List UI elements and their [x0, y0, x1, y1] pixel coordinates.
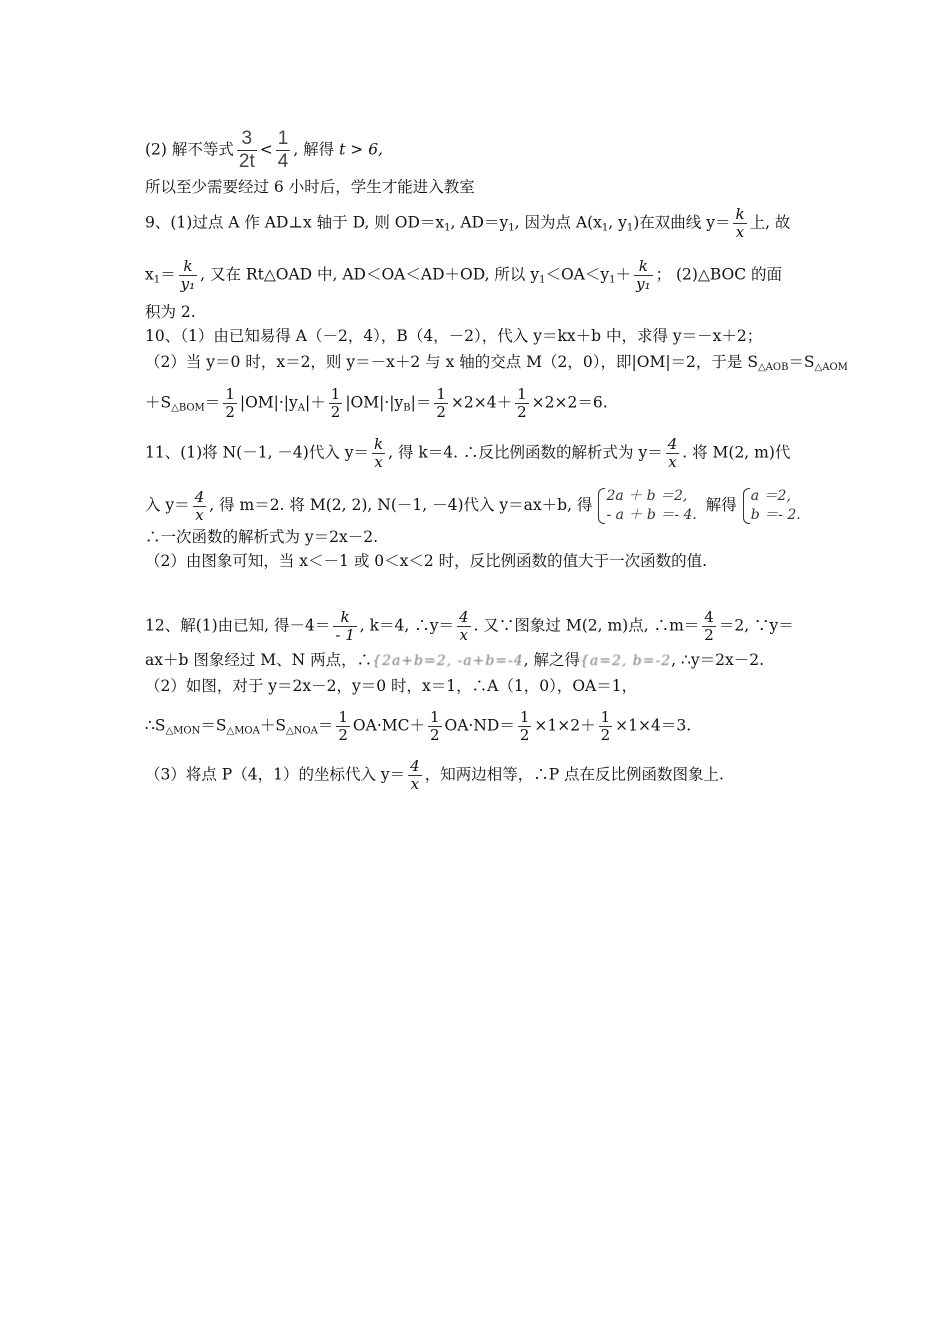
text: 11、(1)将 N(－1, －4)代入 y＝	[145, 443, 370, 462]
denominator: 2	[436, 403, 446, 421]
subscript: △MOA	[226, 725, 260, 737]
equation: a ＝2,	[750, 488, 791, 504]
text: ＝	[317, 716, 334, 735]
text: ＋	[615, 265, 632, 284]
item-9-line-3: 积为 2.	[145, 303, 196, 321]
text: ＝S	[200, 716, 227, 735]
numerator: 1	[338, 708, 348, 726]
denominator: x	[195, 505, 204, 524]
text: , 解之得	[523, 651, 581, 669]
denominator: 2	[519, 726, 530, 744]
numerator: 1	[429, 708, 440, 726]
subscript: △MON	[165, 725, 201, 737]
subscript: 1	[153, 274, 161, 286]
text: ＝	[160, 265, 176, 284]
subscript: 1	[609, 274, 616, 286]
item-9-line-2	[145, 258, 825, 293]
item-12-line-3: （2）如图，对于 y＝2x－2，y＝0 时，x＝1，∴A（1，0），OA＝1，	[145, 677, 638, 695]
subscript: 1	[539, 274, 546, 286]
text: , 得 m＝2. 将 M(2, 2), N(－1, －4)代入 y＝ax＋b, 得	[209, 496, 593, 514]
text: , 又在 Rt△OAD 中, AD＜OA＜AD＋OD, 所以 y	[200, 265, 540, 284]
item-10-line-1: 10、（1）由已知易得 A（－2，4），B（4，－2），代入 y＝kx＋b 中，求得 y＝－x＋2；	[145, 327, 763, 345]
numerator: k	[735, 205, 745, 223]
subscript: 1	[444, 222, 451, 234]
text: 入 y＝	[145, 496, 190, 514]
solution-system	[741, 487, 801, 525]
numerator: 1	[436, 385, 446, 403]
fraction-1-over-4	[276, 128, 291, 173]
text: ＝S	[788, 353, 815, 371]
text: （3）将点 P（4，1）的坐标代入 y＝	[145, 765, 406, 784]
fraction-k-over-neg1	[333, 609, 356, 644]
text: t > 6,	[339, 140, 383, 159]
text: )在双曲线 y＝	[633, 213, 731, 232]
text: ＝	[204, 393, 221, 412]
text: ； (2)△BOC 的面	[655, 265, 783, 284]
text: . 又∵图象过 M(2, m)点, ∴m＝	[473, 616, 700, 635]
item-9-line-1	[145, 206, 825, 241]
text: ×1×2＋	[534, 716, 596, 735]
numerator: 1	[517, 385, 527, 403]
fraction-one-half	[428, 709, 442, 744]
text: . 将 M(2, m)代	[682, 443, 791, 462]
text: |OM|·|y	[345, 393, 404, 412]
text: |＝	[410, 393, 432, 412]
fraction-k-over-y1	[179, 258, 198, 293]
text: , AD＝y	[450, 213, 509, 232]
equation-system	[596, 487, 696, 525]
fraction-k-over-x	[733, 206, 746, 241]
denominator: 2	[225, 403, 235, 421]
numerator: 4	[194, 487, 205, 506]
text: ＜OA＜y	[545, 265, 610, 284]
fraction-k-over-y1	[634, 258, 653, 293]
numerator: k	[374, 435, 384, 453]
numerator: k	[179, 258, 198, 276]
text: 12、解(1)由已知, 得－4＝	[145, 616, 331, 635]
item-12-line-2	[145, 650, 825, 671]
item-11-line-3: ∴一次函数的解析式为 y＝2x－2.	[145, 528, 379, 546]
fraction-one-half	[599, 709, 613, 744]
fraction-k-over-x	[372, 436, 385, 471]
item-12-line-1	[145, 609, 825, 644]
subscript: A	[297, 402, 306, 414]
text: x	[145, 265, 154, 284]
denominator: x	[668, 453, 677, 471]
item-12-line-4	[145, 709, 825, 744]
text: ax＋b 图象经过 M、N 两点，∴	[145, 651, 373, 669]
item-8-line-1	[145, 128, 825, 173]
denominator: x	[374, 453, 383, 471]
subscript: △BOM	[171, 402, 205, 414]
fraction-3-over-2t	[237, 128, 257, 173]
text: , 解得	[293, 140, 335, 159]
numerator: 1	[277, 128, 289, 149]
denominator: y₁	[180, 275, 196, 293]
numerator: 1	[330, 385, 341, 403]
text: 解得	[700, 496, 737, 514]
text: （2）当 y＝0 时，x＝2，则 y＝－x＋2 与 x 轴的交点 M（2，0），即|OM|＝2，于是 S	[145, 353, 758, 371]
numerator: 4	[459, 608, 469, 626]
text: ×1×4＝3.	[615, 716, 692, 735]
text: ＋S	[145, 393, 172, 412]
denominator: 4	[277, 151, 289, 172]
item-11-line-2	[145, 487, 825, 525]
text: 上, 故	[749, 213, 791, 232]
numerator: k	[333, 609, 356, 627]
numerator: 1	[600, 708, 611, 726]
numerator: k	[634, 258, 653, 276]
denominator: 2	[600, 726, 611, 744]
subscript: △NOA	[285, 725, 318, 737]
item-11-line-1	[145, 436, 825, 471]
fraction-4-over-x	[666, 436, 680, 471]
denominator: 2	[330, 403, 341, 421]
text: ＋S	[259, 716, 286, 735]
fraction-one-half	[515, 386, 529, 421]
denominator: x	[410, 775, 420, 793]
text: , y	[608, 213, 627, 232]
fraction-one-half	[223, 386, 237, 421]
equation: b ＝- 2.	[750, 507, 801, 523]
item-10-line-3	[145, 386, 825, 421]
denominator: y₁	[636, 275, 651, 293]
item-10-line-2	[145, 352, 848, 378]
fraction-4-over-x	[457, 609, 471, 644]
blurred-solution-system: {a=2, b=-2	[580, 653, 672, 669]
text: OA·ND＝	[444, 716, 515, 735]
equation: - a ＋ b ＝- 4.	[606, 507, 697, 523]
denominator: - 1	[335, 626, 355, 644]
denominator: 2t	[238, 151, 255, 172]
fraction-4-over-x	[193, 489, 207, 524]
numerator: 1	[225, 385, 235, 403]
numerator: 3	[237, 128, 257, 151]
subscript: △AOB	[757, 362, 789, 373]
text: <	[259, 140, 273, 159]
text: ×2×2＝6.	[531, 393, 608, 412]
item-11-line-4: （2）由图象可知，当 x＜－1 或 0＜x＜2 时，反比例函数的值大于一次函数的值.	[145, 552, 708, 570]
subscript: 1	[508, 222, 515, 234]
equation: 2a ＋ b ＝2,	[606, 488, 688, 504]
fraction-4-over-2	[702, 609, 716, 644]
numerator: 4	[410, 757, 420, 775]
numerator: 4	[667, 435, 678, 453]
fraction-one-half	[518, 709, 532, 744]
denominator: 2	[338, 726, 348, 744]
subscript: △AOM	[814, 362, 848, 373]
text: , 得 k＝4. ∴反比例函数的解析式为 y＝	[388, 443, 663, 462]
text: , k＝4, ∴y＝	[359, 616, 455, 635]
text: ×2×4＋	[450, 393, 513, 412]
text: OA·MC＋	[352, 716, 425, 735]
fraction-one-half	[329, 386, 343, 421]
text: ，知两边相等，∴P 点在反比例函数图象上.	[424, 765, 724, 784]
text: , 因为点 A(x	[514, 213, 602, 232]
text: 9、(1)过点 A 作 AD⊥x 轴于 D, 则 OD＝x	[145, 213, 445, 232]
text: |OM|·|y	[239, 393, 298, 412]
numerator: 4	[704, 608, 714, 626]
text: ∴S	[145, 716, 166, 735]
subscript: 1	[601, 222, 609, 234]
fraction-4-over-x	[408, 758, 422, 793]
text: (2) 解不等式	[145, 140, 234, 159]
text: ＝2, ∵y＝	[718, 616, 794, 635]
fraction-one-half	[434, 386, 448, 421]
denominator: x	[459, 626, 469, 644]
denominator: 2	[517, 403, 527, 421]
text: , ∴y＝2x－2.	[671, 651, 765, 669]
numerator: 1	[519, 708, 530, 726]
subscript: B	[403, 402, 411, 414]
blurred-equation-system: {2a+b=2, -a+b=-4	[372, 653, 524, 669]
denominator: 2	[429, 726, 440, 744]
fraction-one-half	[336, 709, 350, 744]
text: |＋	[305, 393, 326, 412]
item-12-line-5	[145, 758, 825, 793]
denominator: 2	[704, 626, 714, 644]
denominator: x	[735, 223, 745, 241]
subscript: 1	[626, 222, 634, 234]
item-8-line-2: 所以至少需要经过 6 小时后，学生才能进入教室	[145, 178, 475, 196]
